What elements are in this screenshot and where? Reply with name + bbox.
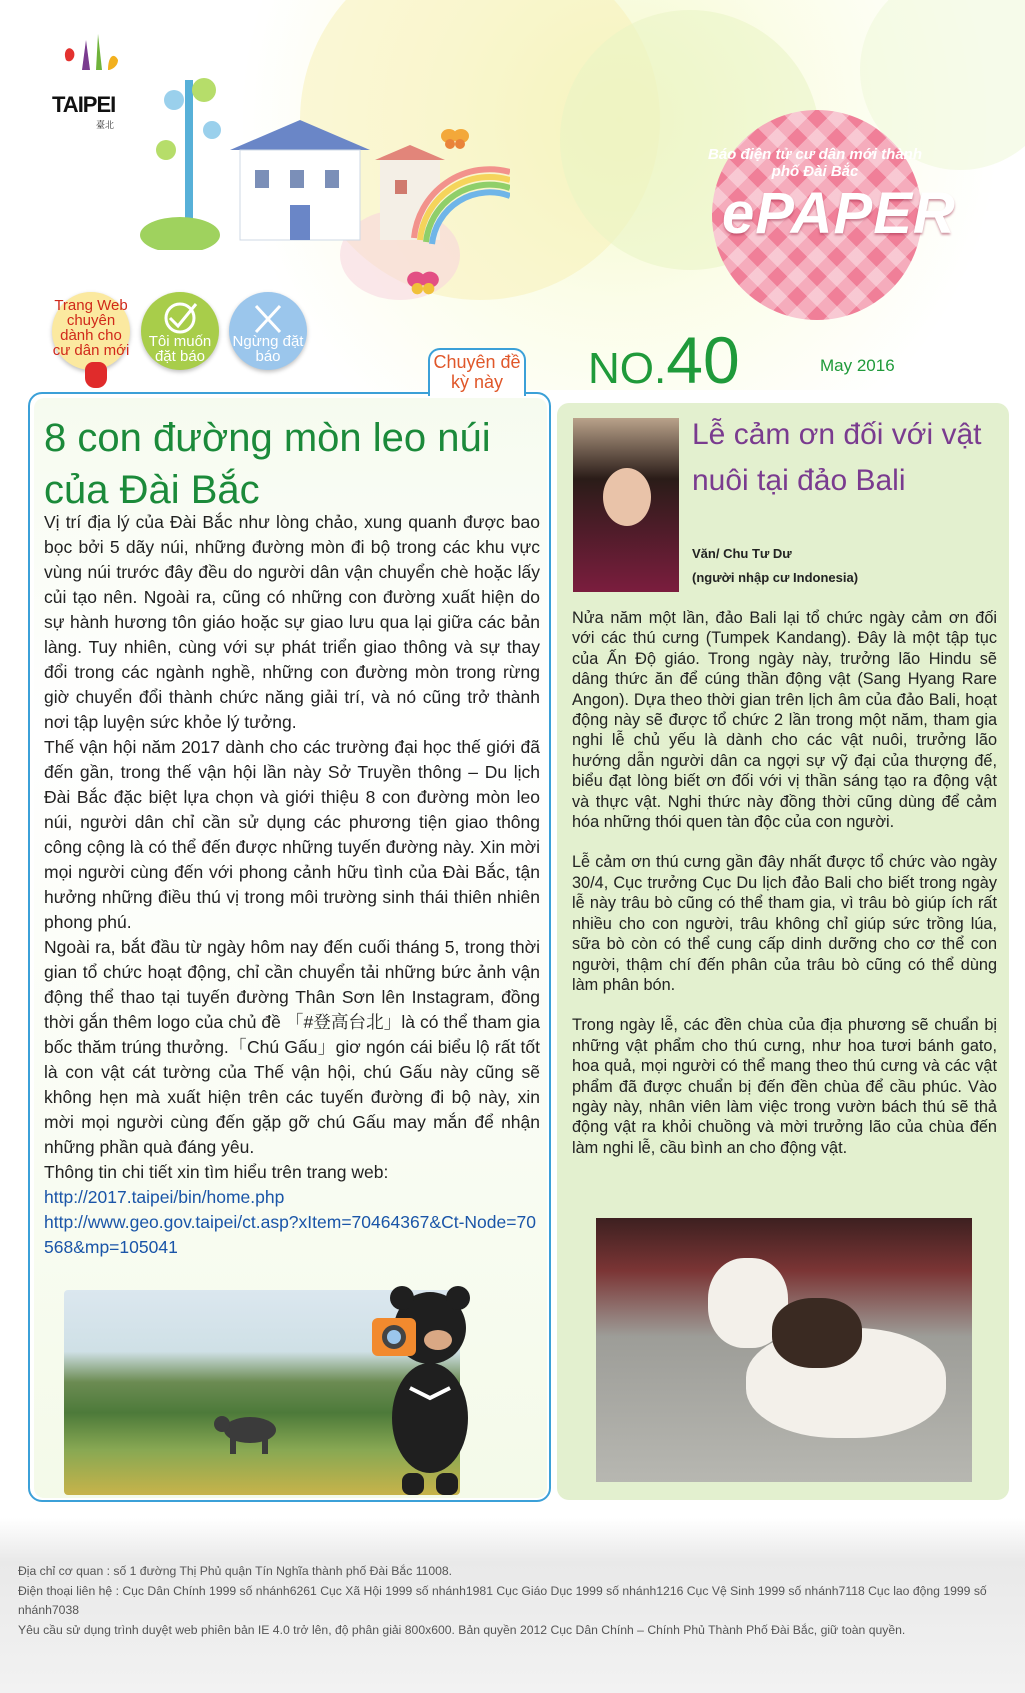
butterfly-icon	[440, 128, 470, 150]
epaper-subtitle: Báo điện tử cư dân mới thành phố Đài Bắc	[708, 146, 922, 180]
article-paragraph: Thế vận hội năm 2017 dành cho các trường đại học thế giới đã đến gần, trong thế vận hội lần này Sở Truyền thông – Du lịch Đài Bắc đặc biệt lựa chọn và giới thiệu 8 con đường mòn leo núi, người dân chỉ cần sử dụng các phương tiện giao thông công cộng là có thể đến được những tuyến đường này. Xin mời mọi người cùng đến với phong cảnh hữu tình của Đài Bắc, tận hưởng những điều thú vị trong môi trường sinh thái thiên nhiên phong phú.	[44, 737, 540, 932]
check-circle-icon	[160, 300, 200, 336]
footer-copyright: Yêu cầu sử dụng trình duyệt web phiên bản IE 4.0 trở lên, độ phân giải 800x600. Bản quyền 2012 Cục Dân Chính – Chính Phủ Thành Phố Đài Bắc, giữ toàn quyền.	[18, 1622, 906, 1637]
butterfly-icon	[406, 270, 440, 296]
puppies-photo	[596, 1218, 972, 1482]
article-paragraph: Lễ cảm ơn thú cưng gần đây nhất được tổ chức vào ngày 30/4, Cục trưởng Cục Du lịch đảo Bali cho biết trong ngày lễ này trâu bò cũng có thể tham gia, vì trâu bò giúp ích rất nhiều cho con người, trâu không chỉ giúp sức trồng lúa, sữa bò còn có thể cung cấp dinh dưỡng cho cơ thể con người, thậm chí đến phân của trâu bò cũng có thể dùng làm phân bón.	[572, 853, 997, 994]
epaper-title: ePAPER	[722, 181, 956, 246]
issue-prefix: NO.	[588, 344, 667, 393]
pet-article-title: Lễ cảm ơn đối với vật nuôi tại đảo Bali	[692, 418, 982, 497]
footer-phone: Điện thoại liên hệ : Cục Dân Chính 1999 số nhánh6261 Cục Xã Hội 1999 số nhánh1981 Cục Giáo Dục 1999 số nhánh1216 Cục Vệ Sinh 1999 số nhánh7118 Cục lao động 1999 số nhánh7038	[18, 1583, 987, 1617]
author-face	[603, 468, 651, 526]
footer-info	[18, 1562, 998, 1640]
new-resident-website-label: Trang Web chuyên dành cho cư dân mới	[52, 297, 130, 359]
issue-number	[588, 322, 740, 398]
link-2017-taipei[interactable]: http://2017.taipei/bin/home.php	[44, 1187, 285, 1207]
unsubscribe-button[interactable]	[229, 292, 307, 370]
article-byline	[692, 542, 858, 590]
featured-article-body	[44, 510, 540, 1260]
link-geo-taipei[interactable]: http://www.geo.gov.taipei/ct.asp?xItem=70464367&Ct-Node=70568&mp=105041	[44, 1212, 536, 1257]
subscribe-button[interactable]	[141, 292, 219, 370]
featured-topic-tab: Chuyên đề kỳ này	[428, 348, 526, 396]
subscribe-label: Tôi muốn đặt báo	[148, 333, 212, 365]
pet-article-body	[572, 608, 997, 1178]
author-name: Văn/ Chu Tư Dư	[692, 546, 792, 561]
water-buffalo-icon	[214, 1410, 284, 1455]
pointer-hand-icon	[85, 362, 107, 388]
article-paragraph: Thông tin chi tiết xin tìm hiểu trên trang web:	[44, 1162, 389, 1182]
logo-text: TAIPEI	[52, 92, 116, 117]
bear-mascot-icon	[372, 1278, 474, 1500]
author-portrait	[573, 418, 679, 592]
article-paragraph: Vị trí địa lý của Đài Bắc như lòng chảo, xung quanh được bao bọc bởi 5 dãy núi, những đường mòn đi bộ trong các khu vực vùng núi trước đây đều do người dân vận chuyển chè hoặc lấy củi tạo nên. Ngoài ra, cũng có những con đường xuất hiện do sự hành hương tôn giáo hoặc sự giao lưu qua lại giữa các bản làng. Tuy nhiên, cùng với sự phát triển giao thông và sự thay đổi trong các ngành nghề, những con đường mòn trong rừng giờ chuyển đổi thành chức năng giải trí, và nó cũng trở thành nơi tập luyện sức khỏe lý tưởng.	[44, 512, 540, 732]
close-icon	[250, 302, 286, 336]
puppy-head	[772, 1298, 862, 1368]
featured-article-title: 8 con đường mòn leo núi của Đài Bắc	[44, 416, 491, 512]
unsubscribe-label: Ngừng đặt báo	[232, 333, 304, 365]
article-paragraph: Nửa năm một lần, đảo Bali lại tổ chức ngày cảm ơn đối với các thú cưng (Tumpek Kandang). Đây là một tập tục của Ấn Độ giáo. Trong ngày này, trưởng lão Hindu sẽ dâng thức ăn để cúng thần động vật (Sang Hyang Rare Angon). Dựa theo thời gian trên lịch âm của đảo Bali, hoạt động này sẽ được tổ chức 2 lần trong một năm, tham gia nghi lễ chủ yếu là dành cho các vật nuôi, trưởng lão hướng dẫn người dân ca ngợi sự vỹ đại của thượng đế, biểu đạt lòng biết ơn đối với vị thần sáng tạo ra động vật và thực vật. Nghi thức này đồng thời cũng dùng để cảm hóa những thói quen tàn độc của con người.	[572, 609, 997, 832]
new-resident-website-button[interactable]	[52, 292, 130, 370]
logo-subtext: 臺北	[96, 120, 115, 130]
town-illustration	[140, 60, 510, 250]
issue-number-value: 40	[666, 323, 740, 397]
footer-address: Địa chỉ cơ quan : số 1 đường Thị Phủ quận Tín Nghĩa thành phố Đài Bắc 11008.	[18, 1564, 453, 1578]
article-paragraph: Trong ngày lễ, các đền chùa của địa phương sẽ chuẩn bị những vật phẩm cho thú cưng, như hoa tươi bánh gato, hoa quả, mọi người có thể mang theo thú cưng và các vật phẩm đã được chuẩn bị đến đền chùa để cầu phúc. Vào ngày này, nhân viên làm việc trong vườn bách thú sẽ thả động vật ra khỏi chuồng và mời trưởng lão của chùa đến làm nghi lễ, cầu bình an cho động vật.	[572, 1016, 997, 1157]
article-paragraph: Ngoài ra, bắt đầu từ ngày hôm nay đến cuối tháng 5, trong thời gian tổ chức hoạt động, chỉ cần chuyển tải những bức ảnh vận động thể thao tại tuyến đường Thân Sơn lên Instagram, đồng thời gắn thêm logo của chủ đề 「#登高台北」là có thể tham gia bốc thăm trúng thưởng.「Chú Gấu」giơ ngón cái biểu lộ rất tốt là con vật cát tường của Thế vận hội, chú Gấu này cũng sẽ không hẹn mà xuất hiện trên các tuyến đường đi bộ này, xin mời mọi người cùng đến gặp gỡ chú Gấu may mắn để nhận những phần quà đáng yêu.	[44, 937, 540, 1157]
author-note: (người nhập cư Indonesia)	[692, 570, 859, 585]
issue-date: May 2016	[820, 356, 895, 375]
